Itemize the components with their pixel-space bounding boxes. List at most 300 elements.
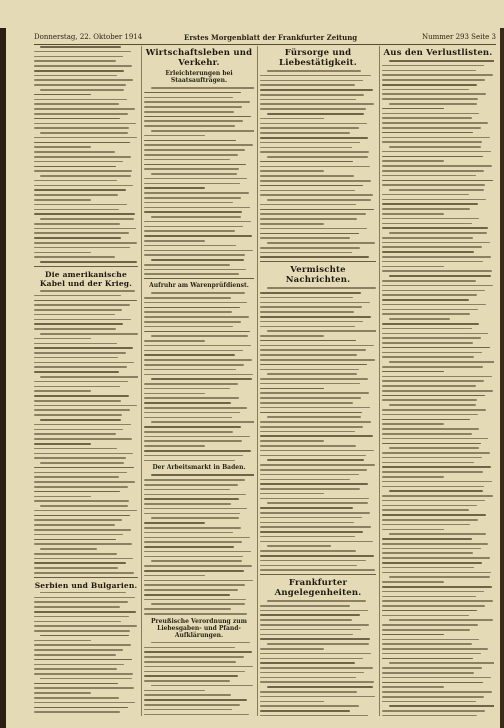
text-line [260,75,371,77]
text-line [382,423,444,425]
text-line [144,450,251,452]
text-line [34,707,128,709]
text-line [267,156,368,158]
text-line [382,366,483,368]
text-line [34,500,129,502]
text-line [260,170,324,172]
text-line [382,538,472,540]
masthead [34,32,496,45]
text-line [144,714,249,716]
text-line [34,123,136,125]
text-line [34,94,91,96]
text-line [382,280,476,282]
text-line [40,419,121,421]
text-line [144,374,253,376]
text-line [267,459,364,461]
text-line [34,429,123,431]
text-line [260,147,352,149]
text-line [267,686,373,688]
text-line [382,313,470,315]
text-line [34,70,124,72]
text-line [382,672,474,674]
text-line [260,354,357,356]
text-line [267,373,357,375]
text-line [382,567,474,569]
text-line [389,275,491,277]
text-line [260,555,374,557]
text-line [260,209,374,211]
text-line [260,517,362,519]
text-line [34,553,117,555]
text-line [382,290,485,292]
col3-subheading-2: Frankfurter Angelegenheiten. [274,578,362,599]
text-line [34,347,133,349]
text-line [144,116,251,118]
text-line [144,532,233,534]
text-line [40,218,134,220]
text-line [382,624,478,626]
text-line [34,659,132,661]
text-line [382,256,491,258]
text-line [260,464,375,466]
text-line [151,378,252,380]
text-line [34,529,131,531]
text-line [267,242,375,244]
text-line [260,426,363,428]
text-line [260,378,368,380]
text-line [144,699,247,701]
text-line [144,541,242,543]
text-line [382,127,481,129]
text-line [144,680,230,682]
text-line [34,242,137,244]
col2-text-d [144,642,254,716]
text-line [144,647,235,649]
text-line [382,514,486,516]
text-line [34,534,123,536]
text-line [34,366,127,368]
text-line [34,515,130,517]
text-line [144,484,238,486]
text-line [144,584,245,586]
text-line [267,502,368,504]
col2-subheading-1: Erleichterungen bei Staatsaufträgen. [165,70,233,84]
text-line [382,175,476,177]
text-line [382,79,485,81]
text-line [382,643,472,645]
text-line [34,323,123,325]
text-line [382,84,477,86]
text-line [382,495,493,497]
text-line [382,581,444,583]
text-line [382,304,486,306]
text-line [144,412,240,414]
text-line [40,333,138,335]
text-line [260,127,359,129]
text-line [34,510,137,512]
text-line [260,536,355,538]
text-line [144,594,230,596]
text-line [382,137,490,139]
text-line [144,125,235,127]
text-line [40,290,135,292]
text-line [260,531,363,533]
text-line [144,97,233,99]
text-line [260,715,368,716]
text-line [34,381,128,383]
text-line [382,572,491,574]
text-line [144,522,205,524]
text-line [382,261,483,263]
column-rule-2 [257,46,258,716]
text-line [260,180,371,182]
text-line [382,466,491,468]
text-line [389,404,476,406]
text-line [34,472,127,474]
text-line [34,519,122,521]
text-line [260,316,371,318]
text-line [34,467,134,469]
text-line [382,380,484,382]
text-line [260,638,370,640]
text-line [382,543,488,545]
text-line [40,635,128,637]
text-line [144,407,247,409]
text-line [260,619,352,621]
text-line [267,330,376,332]
text-line [34,654,116,656]
text-line [34,692,91,694]
text-line [34,252,91,254]
text-line [144,436,250,438]
text-line [260,194,373,196]
text-line [267,113,364,115]
text-line [144,101,250,103]
text-line [144,694,231,696]
text-line [34,51,131,53]
text-line [144,383,238,385]
text-line [144,230,235,232]
text-line [382,352,482,354]
text-line [382,113,479,115]
col2-subheading-2: Aufruhr am Warenprüfdienst. [149,282,249,290]
text-line [40,376,138,378]
text-line [144,440,242,442]
text-line [260,440,324,442]
text-line [151,130,254,132]
text-line [382,486,484,488]
text-line [260,681,374,683]
text-line [382,194,469,196]
text-line [144,183,240,185]
text-line [151,259,245,261]
text-line [260,392,369,394]
text-line [260,190,355,192]
newspaper-title: Erstes Morgenblatt der Frankfurter Zeitung [184,33,358,42]
text-line [382,356,474,358]
text-line [34,621,121,623]
text-line [382,333,488,335]
text-line [34,697,119,699]
text-line [382,285,493,287]
text-line [267,416,361,418]
text-line [382,165,492,167]
text-line [144,168,239,170]
text-line [382,433,472,435]
text-line [382,586,492,588]
text-line [260,364,367,366]
text-line [260,118,324,120]
text-line [144,321,241,323]
text-line [382,395,485,397]
text-line [34,664,124,666]
text-line [260,369,359,371]
col3-heading: Fürsorge und Liebestätigkeit. [279,48,357,68]
text-line [144,273,239,275]
text-line [260,335,324,337]
text-line [382,74,493,76]
text-line [389,619,493,621]
text-line [151,560,242,562]
text-line [260,84,355,86]
text-line [144,656,244,658]
text-line [260,493,324,495]
text-line [144,397,239,399]
text-line [40,505,127,507]
text-line [382,600,493,602]
text-line [382,409,486,411]
text-line [144,269,246,271]
text-line [144,551,251,553]
text-line [144,359,252,361]
text-line [40,175,130,177]
text-line [382,223,472,225]
text-line [260,445,356,447]
text-line [144,164,246,166]
text-line [144,207,250,209]
column-rule-1 [141,46,142,716]
text-line [382,213,444,215]
text-line [40,592,125,594]
text-line [382,270,492,272]
text-line [260,252,352,254]
text-line [260,421,371,423]
text-line [260,161,353,163]
text-line [144,455,243,457]
text-line [34,204,127,206]
text-line [382,452,490,454]
text-line [144,704,240,706]
text-line [34,562,126,564]
text-line [382,710,485,712]
col2-text-c [144,474,254,614]
text-line [144,120,243,122]
text-line [34,390,91,392]
text-line [389,447,480,449]
text-line [260,672,364,674]
text-line [34,357,118,359]
text-line [260,108,366,110]
text-line [260,388,324,390]
text-line [144,340,205,342]
text-line [151,474,254,476]
text-line [34,644,131,646]
text-line [382,591,484,593]
text-line [382,639,479,641]
text-line [382,371,444,373]
text-line [382,399,477,401]
text-line [34,319,131,321]
column-2 [144,46,254,716]
text-line [260,80,363,82]
text-line [144,92,241,94]
text-line [144,479,245,481]
text-line [260,624,369,626]
text-line [260,550,356,552]
text-line [34,338,91,340]
text-line [382,562,482,564]
text-line [382,419,470,421]
col1-subheading-1: Die amerikanische Kabel und der Krieg. [39,269,133,288]
text-line [34,683,118,685]
text-line [382,385,476,387]
text-line [382,509,469,511]
text-line [34,209,119,211]
text-line [144,369,236,371]
text-line [34,328,116,330]
text-line [144,354,235,356]
text-line [34,309,122,311]
text-line [144,460,235,462]
text-line [260,507,353,509]
text-line [144,144,253,146]
text-line [34,180,117,182]
text-line [34,433,116,435]
col2-subheading-3: Der Arbeitsmarkt in Baden. [152,464,246,472]
text-line [260,569,375,571]
text-line [382,323,479,325]
text-line [34,142,130,144]
text-line [382,227,488,229]
text-line [144,613,247,615]
date-line: Donnerstag, 22. Oktober 1914 [34,33,143,41]
text-line [382,481,492,483]
text-line [144,565,252,567]
text-line [260,345,374,347]
text-line [382,629,470,631]
text-line [34,625,137,627]
text-line [260,218,357,220]
text-line [144,675,238,677]
text-line [34,103,119,105]
text-line [260,302,370,304]
text-line [144,197,241,199]
text-line [34,405,137,407]
text-line [260,94,364,96]
text-line [40,678,132,680]
text-line [151,642,250,644]
text-line [260,132,350,134]
text-line [382,108,444,110]
text-line [389,662,494,664]
text-line [382,658,473,660]
text-line [382,552,473,554]
text-line [144,326,233,328]
text-line [260,237,350,239]
text-line [34,137,137,139]
col1-subheading-2: Serbien und Bulgarien. [34,580,138,590]
text-line [144,307,240,309]
column-rule-3 [379,46,380,716]
text-line [260,435,373,437]
text-line [389,189,484,191]
text-line [382,237,473,239]
text-line [34,166,116,168]
text-line [34,558,133,560]
text-line [144,111,234,113]
text-line [260,450,374,452]
text-line [34,711,120,713]
text-line [382,505,477,507]
text-line [144,254,245,256]
text-line [260,223,324,225]
text-line [34,400,121,402]
text-line [382,529,444,531]
text-line [34,295,121,297]
text-line [144,250,253,252]
text-line [34,486,128,488]
text-line [389,232,488,234]
text-line [260,614,360,616]
text-line [382,184,485,186]
text-line [382,557,490,559]
text-line [34,438,132,440]
text-line [382,246,482,248]
text-line [144,417,232,419]
text-line [260,89,373,91]
text-line [34,237,121,239]
text-line [34,606,120,608]
text-line [144,426,241,428]
text-line [260,185,363,187]
text-line [260,407,370,409]
text-line [144,297,231,299]
column-3 [260,46,376,716]
text-line [267,545,331,547]
text-line [144,527,241,529]
text-line [382,309,478,311]
text-line [382,89,469,91]
text-line [34,567,118,569]
text-line [144,651,252,653]
text-line [260,213,366,215]
text-line [34,702,135,704]
text-line [260,233,359,235]
col2-heading: Wirtschaftsleben und Verkehr. [145,48,253,68]
text-line [40,89,124,91]
text-line [151,517,239,519]
text-line [34,409,130,411]
text-line [34,304,130,306]
text-line [144,154,238,156]
text-line [144,159,230,161]
text-line [260,610,368,612]
text-line [34,673,133,675]
text-line [382,342,473,344]
text-line [260,431,355,433]
col1-text-a [34,46,138,263]
text-line [144,192,249,194]
